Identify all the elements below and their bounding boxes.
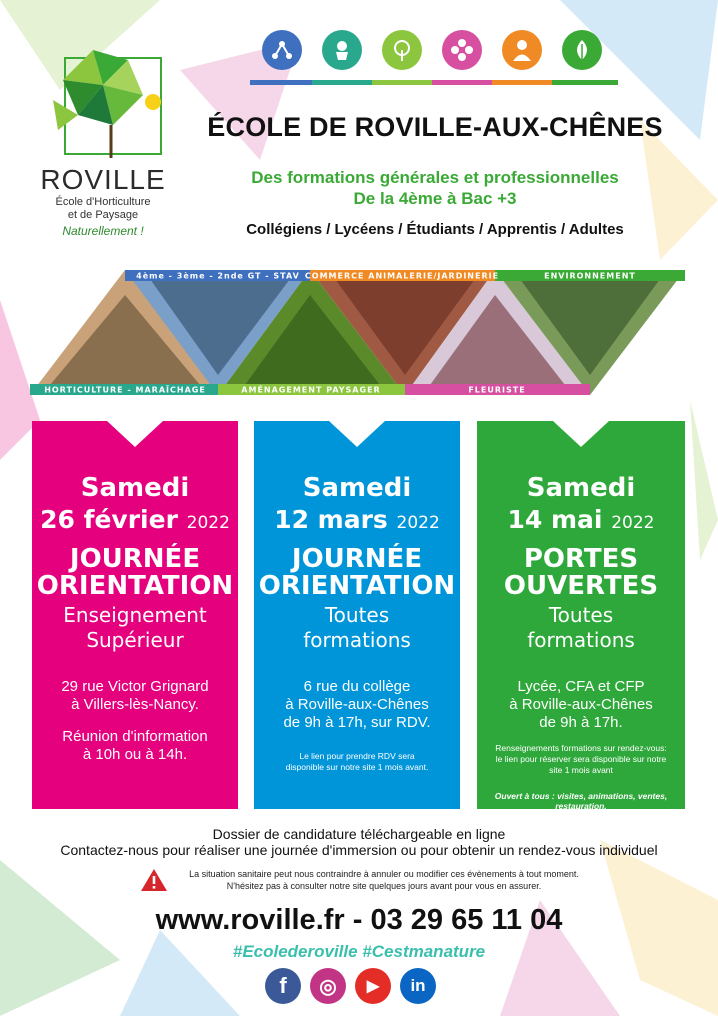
event-meeting: Réunion d'information à 10h ou à 14h. [62, 728, 208, 763]
leaf-mosaic-logo-icon [43, 40, 163, 160]
event-type: JOURNÉE ORIENTATION [258, 544, 456, 601]
event-type: JOURNÉE ORIENTATION [36, 544, 234, 601]
logo-subtitle-2: et de Paysage [67, 209, 139, 221]
event-detail: Toutes formations [303, 603, 411, 652]
event-date: 12 mars 2022 [274, 505, 440, 534]
flower-icon [442, 30, 482, 70]
event-date: 14 mai 2022 [507, 505, 655, 534]
warning-text: La situation sanitaire peut nous contraindre à annuler ou modifier ces évènements à tout moment. N'hésitez pas à consulter notre site quelques jours avant pour vous en assurer. [189, 869, 579, 891]
event-note: Le lien pour prendre RDV sera disponible sur notre site 1 mois avant. [285, 751, 429, 772]
label-fleuriste: FLEURISTE [468, 385, 526, 395]
program-icons [262, 30, 622, 92]
label-paysager: AMÉNAGEMENT PAYSAGER [241, 385, 381, 395]
person-icon [502, 30, 542, 70]
school-title: ÉCOLE DE ROVILLE-AUX-CHÊNES [207, 112, 663, 142]
subtitle-line-1: Des formations générales et professionnelles [251, 168, 619, 187]
logo-name: ROVILLE [40, 164, 166, 195]
label-horticulture: HORTICULTURE - MARAÎCHAGE [44, 385, 206, 395]
color-bar-lime [372, 80, 432, 85]
event-detail: Toutes formations [527, 603, 635, 652]
facebook-icon[interactable]: f [265, 968, 301, 1004]
linkedin-icon[interactable]: in [400, 968, 436, 1004]
logo-tagline: Naturellement ! [62, 224, 144, 238]
color-bar-pink [432, 80, 492, 85]
subtitle-line-2: De la 4ème à Bac +3 [353, 189, 517, 208]
event-open-note: Ouvert à tous : visites, animations, ventes, restauration. [494, 791, 668, 811]
event-address: 29 rue Victor Grignard à Villers-lès-Nancy. [61, 678, 209, 713]
website-and-phone[interactable]: www.roville.fr - 03 29 65 11 04 [155, 904, 563, 936]
event-detail: Enseignement Supérieur [63, 603, 207, 652]
application-note: Dossier de candidature téléchargeable en ligne [212, 826, 506, 842]
logo-subtitle-1: École d'Horticulture [55, 196, 151, 208]
label-commerce: COMMERCE ANIMALERIE/JARDINERIE [304, 271, 500, 281]
event-address: 6 rue du collège à Roville-aux-Chênes de 9h à 17h, sur RDV. [283, 678, 431, 731]
event-address: Lycée, CFA et CFP à Roville-aux-Chênes de 9h à 17h. [509, 678, 653, 731]
color-bar-teal [312, 80, 372, 85]
label-environnement: ENVIRONNEMENT [544, 271, 636, 281]
event-day: Samedi [302, 473, 412, 503]
label-college: 4ème - 3ème - 2nde GT - STAV [136, 271, 300, 281]
event-type: PORTES OUVERTES [503, 544, 659, 601]
contact-note: Contactez-nous pour réaliser une journée d'immersion ou pour obtenir un rendez-vous individuel [60, 842, 658, 858]
youtube-icon[interactable]: ▶ [355, 968, 391, 1004]
color-bar-blue [250, 80, 312, 85]
warning-icon [140, 868, 168, 892]
flower-pot-icon [322, 30, 362, 70]
event-date: 26 février 2022 [40, 505, 230, 534]
instagram-icon[interactable]: ◎ [310, 968, 346, 1004]
hashtags: #Ecolederoville #Cestmanature [232, 942, 486, 961]
program-photo-strip [30, 265, 685, 400]
audience-line: Collégiens / Lycéens / Étudiants / Apprentis / Adultes [246, 221, 624, 238]
color-bar-orange [492, 80, 552, 85]
event-panel-1 [32, 421, 238, 809]
school-logo [28, 40, 178, 255]
tree-icon [382, 30, 422, 70]
leaf-icon [562, 30, 602, 70]
event-panel-3 [477, 421, 685, 809]
event-day: Samedi [80, 473, 190, 503]
event-panel-2 [254, 421, 460, 809]
event-note: Renseignements formations sur rendez-vous: le lien pour réserver sera disponible sur notre site 1 mois avant [495, 743, 667, 775]
network-icon [262, 30, 302, 70]
school-subtitle [185, 167, 685, 209]
color-bar-green [552, 80, 618, 85]
event-day: Samedi [526, 473, 636, 503]
